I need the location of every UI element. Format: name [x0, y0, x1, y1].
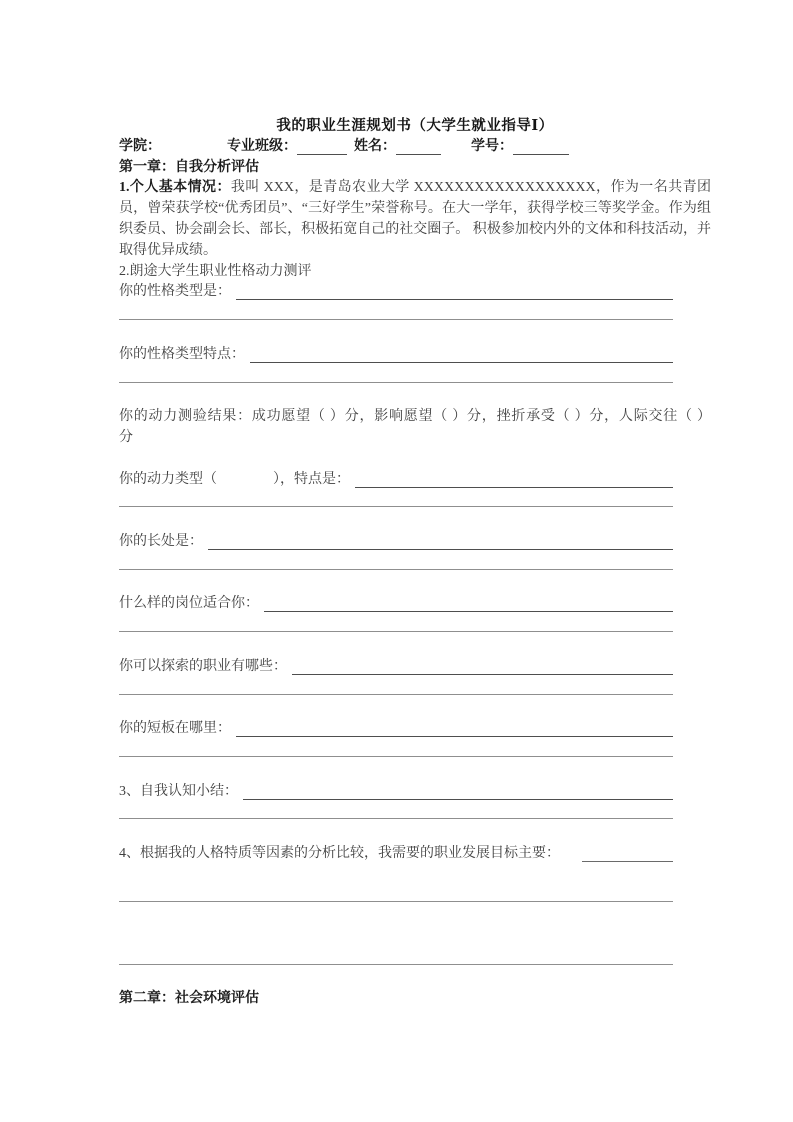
blank-line — [119, 823, 711, 844]
answer-line-rule — [119, 490, 673, 507]
answer-line[interactable] — [119, 885, 673, 906]
blank-line — [119, 906, 711, 927]
college-label: 学院： — [119, 138, 161, 154]
answer-line-rule — [119, 366, 673, 383]
blank-line — [119, 969, 711, 990]
document-content — [119, 116, 711, 1010]
question-row — [119, 719, 673, 740]
question-row — [119, 844, 673, 865]
question-label-personality-type: 你的性格类型是： — [119, 284, 231, 300]
answer-line[interactable] — [119, 678, 673, 699]
answer-line[interactable] — [119, 303, 673, 324]
blank-line — [119, 449, 711, 470]
question-motivation-scores-line2: 分 — [119, 429, 133, 445]
intro-paragraph — [119, 178, 711, 261]
answer-line-rule — [119, 678, 673, 695]
answer-line-rule — [119, 948, 673, 965]
name-label: 姓名： — [354, 138, 396, 154]
header-row — [119, 137, 711, 158]
answer-blank[interactable] — [264, 594, 673, 612]
class-label: 专业班级： — [227, 138, 297, 154]
question-row — [119, 532, 673, 553]
question-row — [119, 657, 673, 678]
answer-line[interactable] — [119, 740, 673, 761]
chapter2-heading: 第二章：社会环境评估 — [119, 991, 259, 1007]
question-label-explorable-careers: 你可以探索的职业有哪些： — [119, 658, 287, 674]
blank-line — [119, 761, 711, 782]
question-row — [119, 782, 673, 803]
question-label-career-goal: 4、根据我的人格特质等因素的分析比较，我需要的职业发展目标主要： — [119, 845, 560, 861]
blank-line — [119, 927, 711, 948]
answer-line-rule — [119, 740, 673, 757]
intro-paragraph-lead: 1.个人基本情况： — [119, 180, 231, 196]
question-row — [119, 594, 673, 615]
answer-blank[interactable] — [250, 345, 673, 363]
question-label-motivation-type: 你的动力类型（ ），特点是： — [119, 471, 350, 487]
blank-line — [119, 511, 711, 532]
answer-blank-short[interactable] — [582, 844, 673, 862]
question-label-strengths: 你的长处是： — [119, 533, 203, 549]
answer-blank[interactable] — [292, 657, 673, 675]
answer-blank[interactable] — [236, 282, 673, 300]
answer-line[interactable] — [119, 948, 673, 969]
question-label-weaknesses: 你的短板在哪里： — [119, 721, 231, 737]
question-label-personality-traits: 你的性格类型特点： — [119, 346, 245, 362]
blank-line — [119, 698, 711, 719]
page-title: 我的职业生涯规划书（大学生就业指导Ⅰ） — [276, 118, 554, 134]
chapter1-heading: 第一章：自我分析评估 — [119, 159, 259, 175]
blank-line — [119, 636, 711, 657]
question-row — [119, 345, 673, 366]
class-blank-field[interactable] — [297, 137, 347, 155]
answer-line[interactable] — [119, 490, 673, 511]
intro-paragraph-text: 我叫 XXX，是青岛农业大学 XXXXXXXXXXXXXXXXXX，作为一名共青团员，曾荣获学校“优秀团员”、“三好学生”荣誉称号。在大一学年，获得学校三等奖学金。作为组织委员、协会副会长、部长，积极拓宽自己的社交圈子。 积极参加校内外的文体和科技活动，并取得优异成绩。 — [119, 180, 711, 258]
answer-blank[interactable] — [243, 782, 673, 800]
answer-line-rule — [119, 303, 673, 320]
blank-line — [119, 574, 711, 595]
blank-line — [119, 324, 711, 345]
answer-blank[interactable] — [236, 719, 673, 737]
answer-line[interactable] — [119, 553, 673, 574]
answer-line[interactable] — [119, 802, 673, 823]
name-blank-field[interactable] — [396, 137, 441, 155]
question-label-self-summary: 3、自我认知小结： — [119, 783, 238, 799]
question-row — [119, 282, 673, 303]
section2-heading: 2.朗途大学生职业性格动力测评 — [119, 263, 312, 279]
question-label-suitable-position: 什么样的岗位适合你： — [119, 596, 259, 612]
student-id-label: 学号： — [471, 138, 513, 154]
answer-line-rule — [119, 615, 673, 632]
blank-line — [119, 386, 711, 407]
answer-line[interactable] — [119, 615, 673, 636]
answer-blank[interactable] — [355, 470, 673, 488]
answer-line-rule — [119, 802, 673, 819]
question-row — [119, 470, 673, 491]
answer-blank[interactable] — [208, 532, 673, 550]
answer-line[interactable] — [119, 366, 673, 387]
blank-line — [119, 865, 711, 886]
answer-line-rule — [119, 553, 673, 570]
student-id-blank-field[interactable] — [513, 137, 569, 155]
answer-line-rule — [119, 885, 673, 902]
question-motivation-scores-line1: 你的动力测验结果：成功愿望（ ）分，影响愿望（ ）分，挫折承受（ ）分，人际交往（ ） — [119, 409, 711, 425]
